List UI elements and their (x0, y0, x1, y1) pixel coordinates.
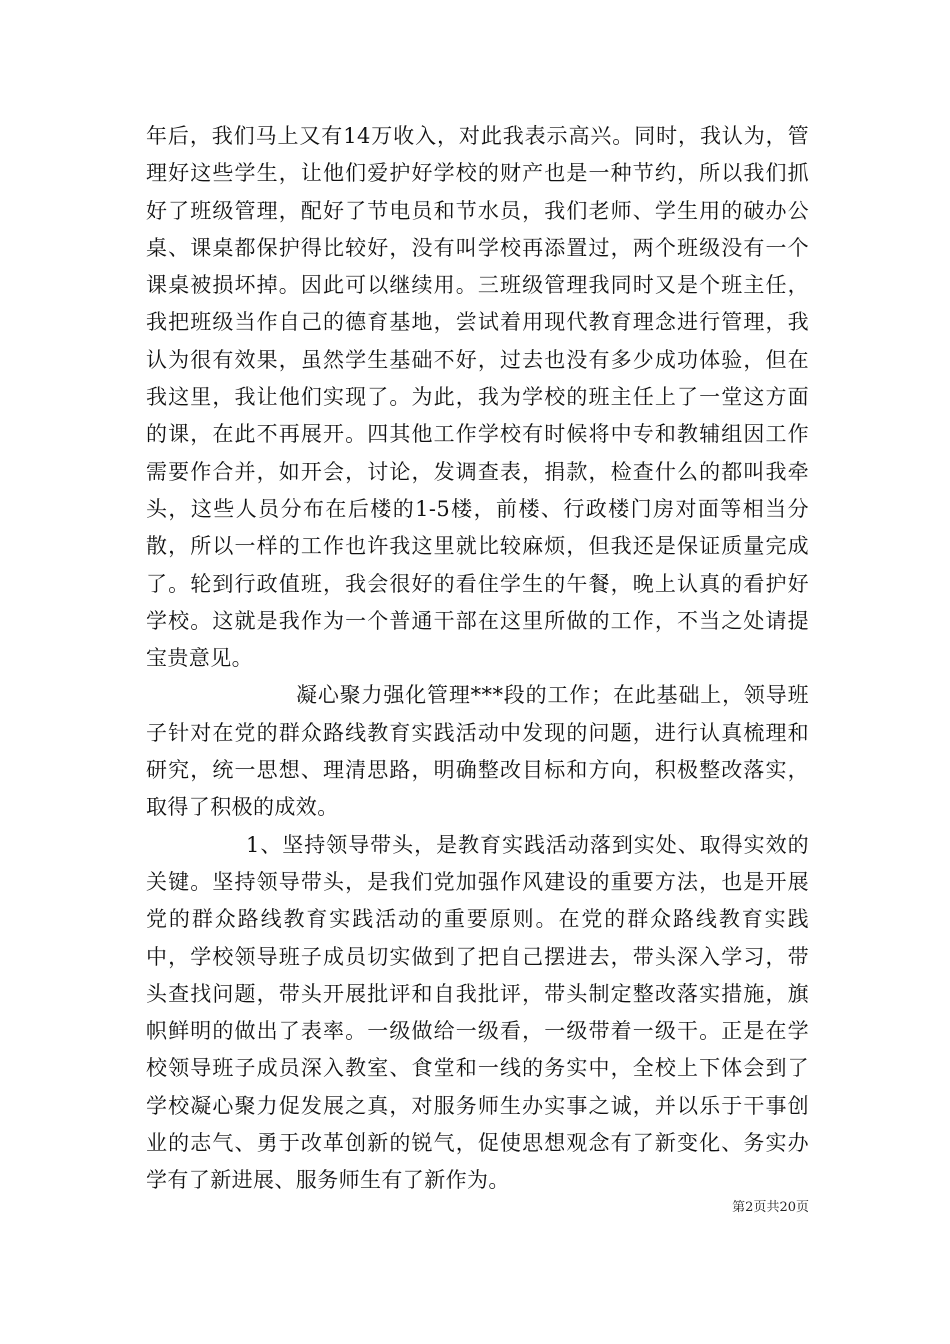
document-body (146, 118, 809, 1200)
paragraph-section-intro: 凝心聚力强化管理***段的工作；在此基础上，领导班子针对在党的群众路线教育实践活动中发现的问题，进行认真梳理和研究，统一思想、理清思路，明确整改目标和方向，积极整改落实，取得了积极的成效。 (146, 683, 809, 820)
paragraph-point-1: 1、坚持领导带头，是教育实践活动落到实处、取得实效的关键。坚持领导带头，是我们党加强作风建设的重要方法，也是开展党的群众路线教育实践活动的重要原则。在党的群众路线教育实践中，学校领导班子成员切实做到了把自己摆进去，带头深入学习，带头查找问题，带头开展批评和自我批评，带头制定整改落实措施，旗帜鲜明的做出了表率。一级做给一级看，一级带着一级干。正是在学校领导班子成员深入教室、食堂和一线的务实中，全校上下体会到了学校凝心聚力促发展之真，对服务师生办实事之诚，并以乐于干事创业的志气、勇于改革创新的锐气，促使思想观念有了新变化、务实办学有了新进展、服务师生有了新作为。 (146, 832, 809, 1193)
paragraph-continuation: 年后，我们马上又有14万收入，对此我表示高兴。同时，我认为，管理好这些学生，让他们爱护好学校的财产也是一种节约，所以我们抓好了班级管理，配好了节电员和节水员，我们老师、学生用的破办公桌、课桌都保护得比较好，没有叫学校再添置过，两个班级没有一个课桌被损坏掉。因此可以继续用。三班级管理我同时又是个班主任，我把班级当作自己的德育基地，尝试着用现代教育理念进行管理，我认为很有效果，虽然学生基础不好，过去也没有多少成功体验，但在我这里，我让他们实现了。为此，我为学校的班主任上了一堂这方面的课，在此不再展开。四其他工作学校有时候将中专和教辅组因工作需要作合并，如开会，讨论，发调查表，捐款，检查什么的都叫我牵头，这些人员分布在后楼的1-5楼，前楼、行政楼门房对面等相当分散，所以一样的工作也许我这里就比较麻烦，但我还是保证质量完成了。轮到行政值班，我会很好的看住学生的午餐，晚上认真的看护好学校。这就是我作为一个普通干部在这里所做的工作，不当之处请提宝贵意见。 (146, 124, 809, 671)
page-number-footer: 第2页共20页 (732, 1200, 809, 1215)
